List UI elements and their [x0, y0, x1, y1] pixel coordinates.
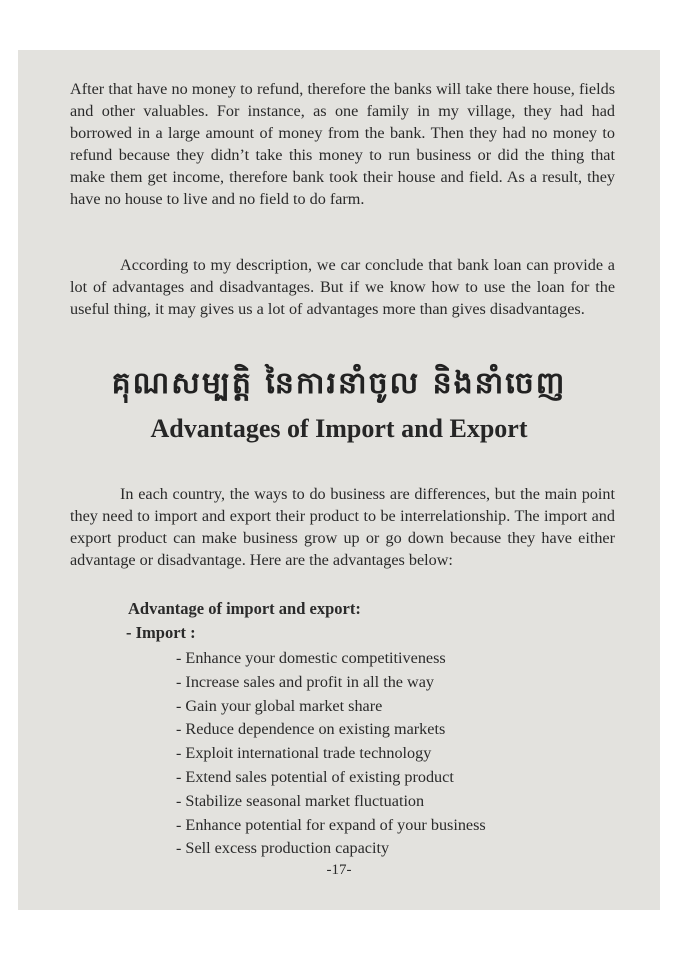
paragraph-intro-import-export: In each country, the ways to do business are differences, but the main point they need to import and export their product to be interrelationship. The import and export product can make business grow up or go down because they have either advantage or disadvantage. Here are the advantages below:	[70, 485, 615, 569]
list-item: - Enhance your domestic competitiveness	[176, 649, 446, 667]
list-item: - Gain your global market share	[176, 696, 383, 715]
list-item: - Extend sales potential of existing product	[176, 767, 454, 786]
paragraph-conclusion: According to my description, we car conclude that bank loan can provide a lot of advantages and disadvantages. But if we know how to use the loan for the useful thing, it may gives us a lot of advantages more than gives disadvantages.	[70, 256, 615, 318]
list-item: - Enhance potential for expand of your business	[176, 815, 486, 834]
list-item: - Sell excess production capacity	[176, 839, 390, 858]
paragraph-bank-loan-example: After that have no money to refund, therefore the banks will take there house, fields and other valuables. For instance, as one family in my village, they had had borrowed in a large amount of money from the bank. Then they had no money to refund because they didn’t take this money to run business or did the thing that make them get income, therefore bank took their house and field. As a result, they have no house to live and no field to do farm.	[70, 80, 615, 208]
document-page	[18, 50, 660, 910]
khmer-section-title: គុណសម្បត្តិ នៃការនាំចូល និងនាំចេញ	[111, 366, 567, 401]
page-number: -17-	[326, 862, 352, 878]
section-title: Advantages of Import and Export	[150, 414, 528, 443]
advantage-subheading: Advantage of import and export:	[128, 599, 361, 618]
list-item: - Exploit international trade technology	[176, 744, 432, 763]
list-item: - Increase sales and profit in all the way	[176, 672, 434, 691]
import-label: - Import :	[126, 623, 196, 642]
list-item: - Stabilize seasonal market fluctuation	[176, 791, 425, 810]
import-advantages-list	[176, 647, 486, 861]
list-item: - Reduce dependence on existing markets	[176, 720, 446, 739]
